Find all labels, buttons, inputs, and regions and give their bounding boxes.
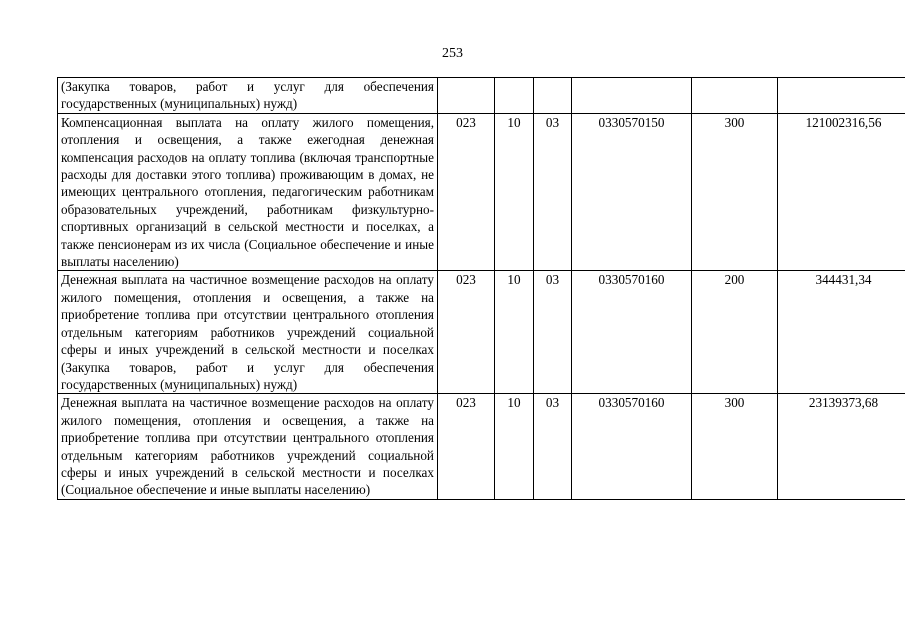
row-amount: 344431,34 bbox=[778, 271, 905, 394]
row-description: Денежная выплата на частичное возмещение расходов на оплату жилого помещения, отопления и освещения, а также на приобретение топлива при отсутствии центрального отопления отдельным категориям работников учреждений социальной сферы и иных учреждений в сельской местности и поселках (Социальное обеспечение и иные выплаты населению) bbox=[58, 394, 438, 499]
row-target-article bbox=[572, 78, 692, 114]
row-target-article: 0330570150 bbox=[572, 113, 692, 271]
table-row bbox=[58, 78, 905, 114]
row-section-code bbox=[495, 78, 534, 114]
row-ministry-code bbox=[438, 78, 495, 114]
row-ministry-code: 023 bbox=[438, 394, 495, 499]
budget-table bbox=[57, 77, 905, 500]
row-section-code: 10 bbox=[495, 271, 534, 394]
table-row bbox=[58, 113, 905, 271]
table-row bbox=[58, 394, 905, 499]
row-amount: 121002316,56 bbox=[778, 113, 905, 271]
row-subsection-code: 03 bbox=[534, 271, 572, 394]
row-ministry-code: 023 bbox=[438, 113, 495, 271]
row-subsection-code: 03 bbox=[534, 394, 572, 499]
row-expense-type bbox=[692, 78, 778, 114]
row-subsection-code: 03 bbox=[534, 113, 572, 271]
row-subsection-code bbox=[534, 78, 572, 114]
row-target-article: 0330570160 bbox=[572, 271, 692, 394]
row-expense-type: 300 bbox=[692, 394, 778, 499]
row-section-code: 10 bbox=[495, 394, 534, 499]
row-description: (Закупка товаров, работ и услуг для обеспечения государственных (муниципальных) нужд) bbox=[58, 78, 438, 114]
row-expense-type: 300 bbox=[692, 113, 778, 271]
row-amount bbox=[778, 78, 905, 114]
row-amount: 23139373,68 bbox=[778, 394, 905, 499]
row-target-article: 0330570160 bbox=[572, 394, 692, 499]
page-number: 253 bbox=[442, 46, 463, 61]
row-ministry-code: 023 bbox=[438, 271, 495, 394]
table-row bbox=[58, 271, 905, 394]
row-section-code: 10 bbox=[495, 113, 534, 271]
row-description: Компенсационная выплата на оплату жилого помещения, отопления и освещения, а также ежегодная денежная компенсация расходов на оплату топлива (включая транспортные расходы для доставки этого топлива) проживающим в домах, не имеющих центрального отопления, педагогическим работникам образовательных учреждений, работникам физкультурно-спортивных организаций в сельской местности и поселках, а также пенсионерам из их числа (Социальное обеспечение и иные выплаты населению) bbox=[58, 113, 438, 271]
row-description: Денежная выплата на частичное возмещение расходов на оплату жилого помещения, отопления и освещения, а также на приобретение топлива при отсутствии центрального отопления отдельным категориям работников учреждений социальной сферы и иных учреждений в сельской местности и поселках (Закупка товаров, работ и услуг для обеспечения государственных (муниципальных) нужд) bbox=[58, 271, 438, 394]
row-expense-type: 200 bbox=[692, 271, 778, 394]
